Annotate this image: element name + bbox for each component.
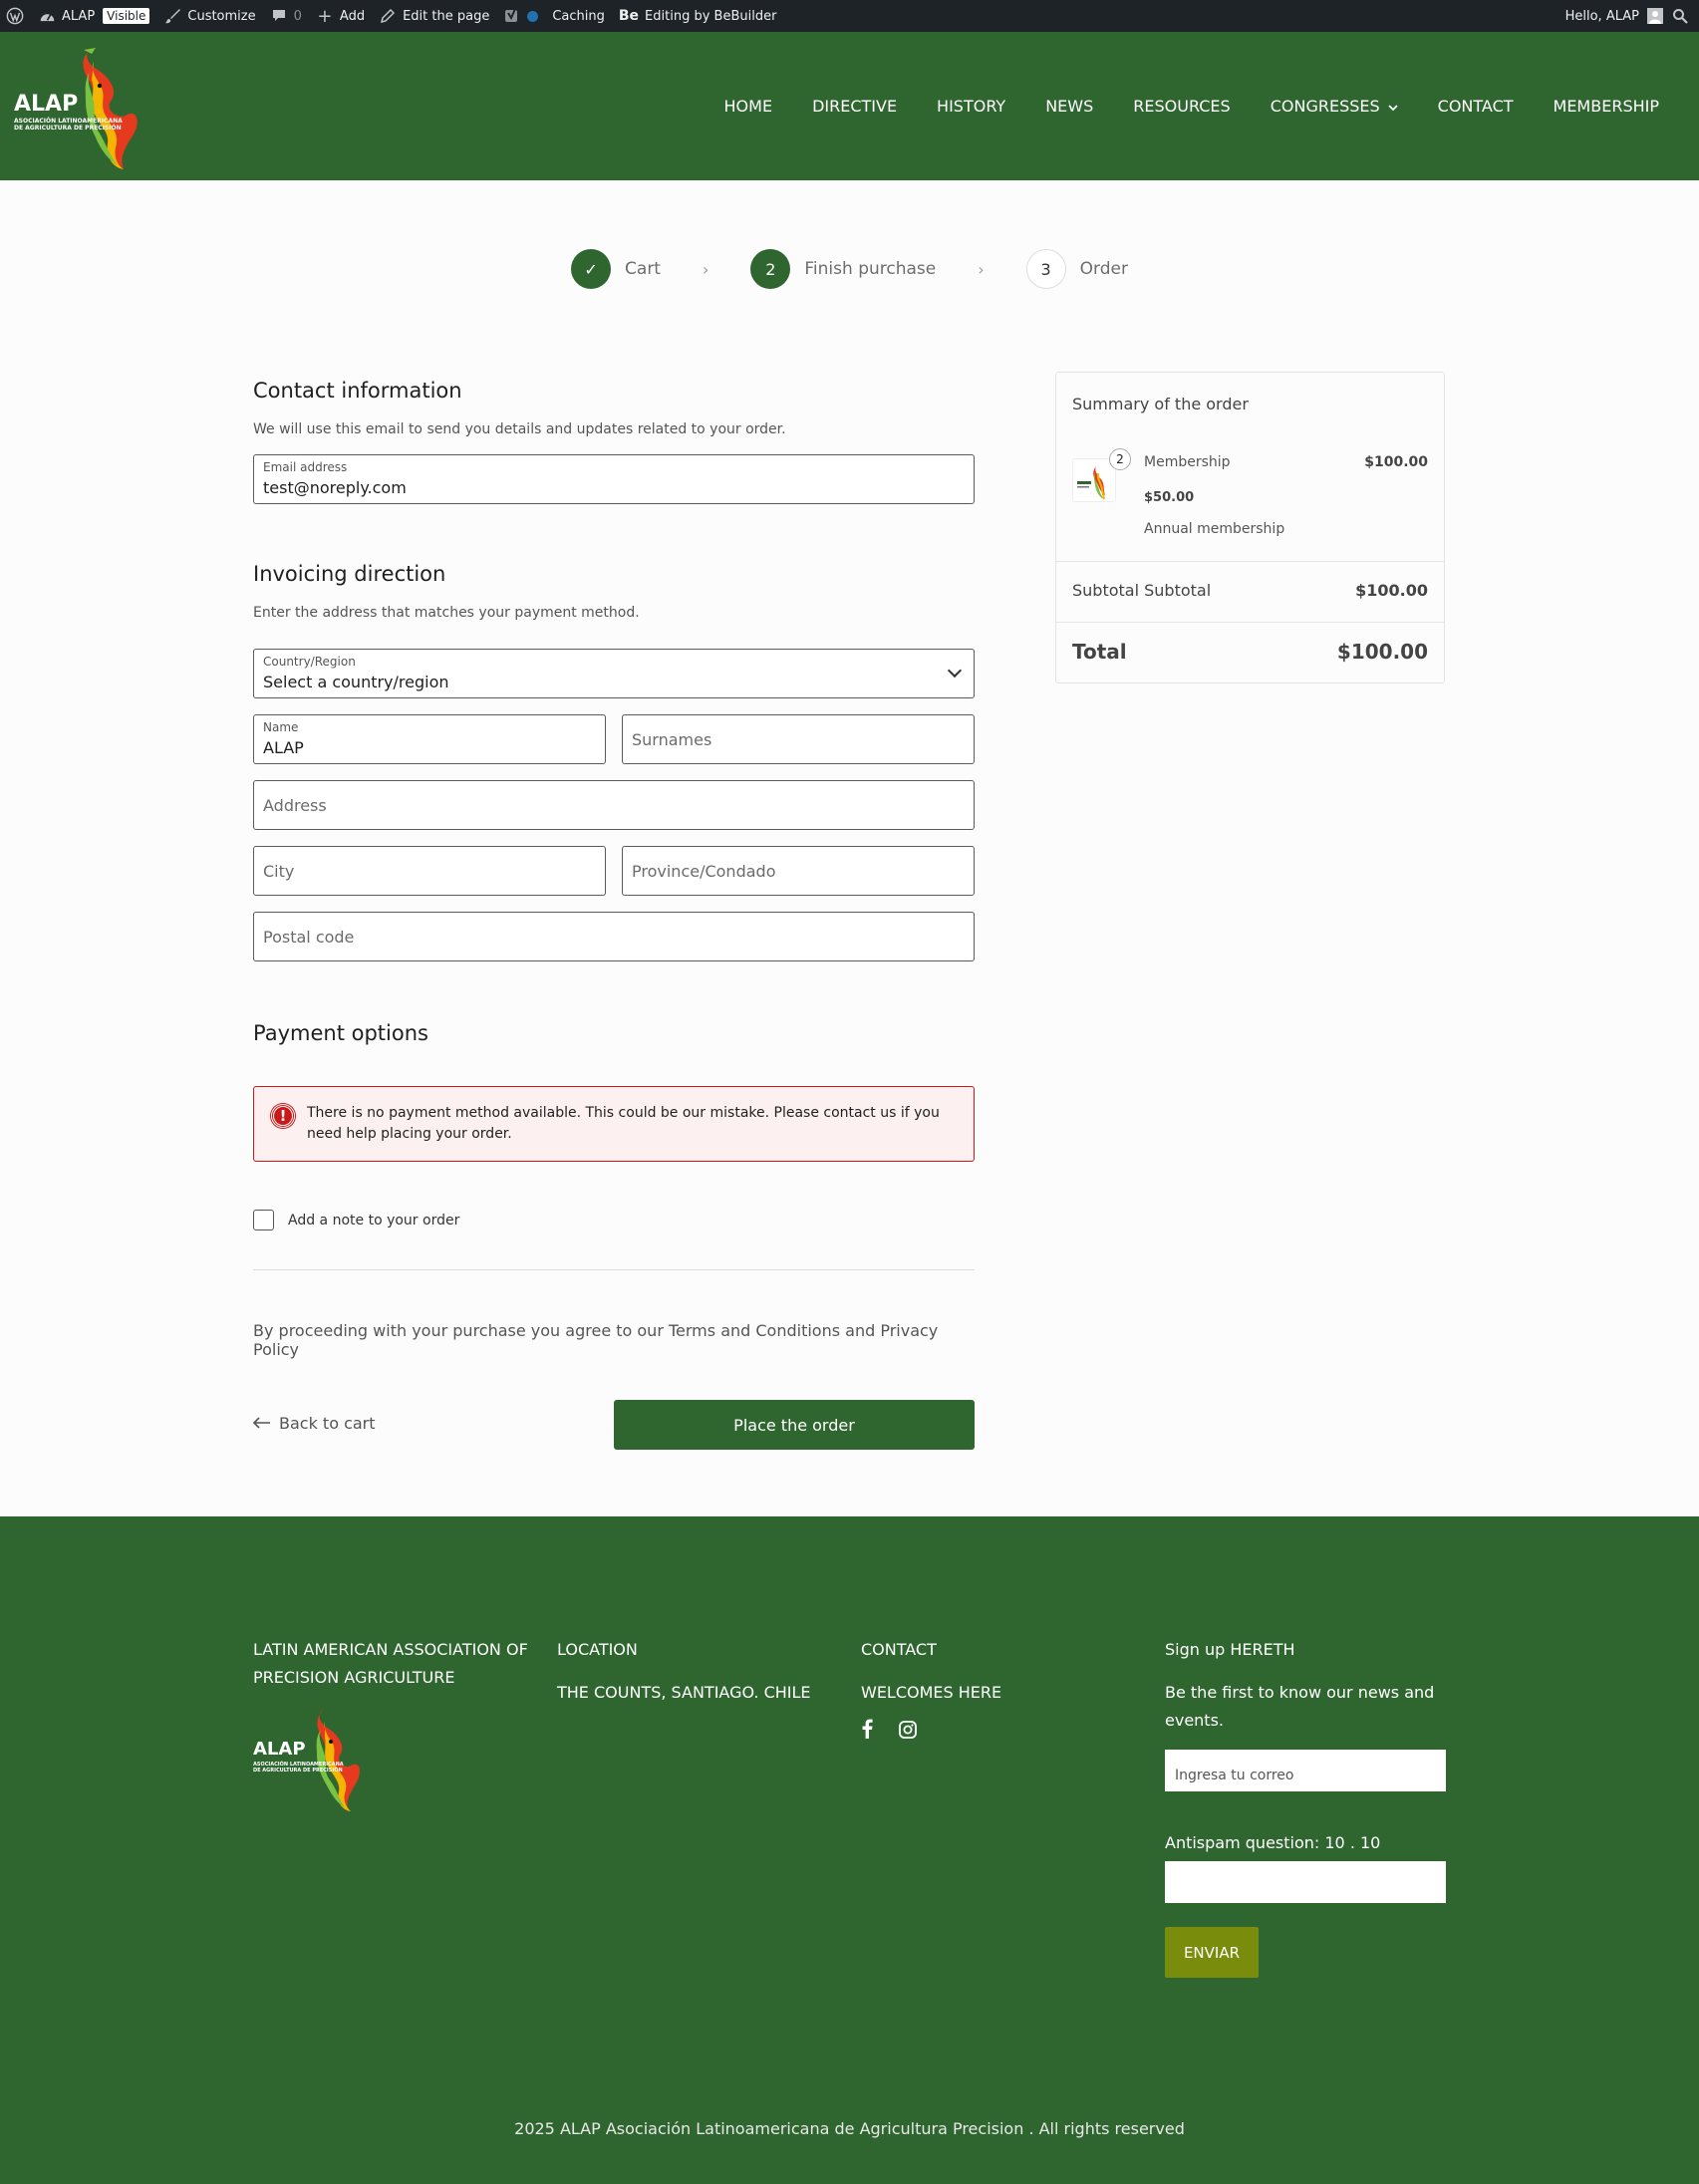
footer-about-title: LATIN AMERICAN ASSOCIATION OF PRECISION AGRICULTURE bbox=[253, 1640, 528, 1687]
footer-contact bbox=[861, 1636, 1140, 1748]
footer-signup bbox=[1165, 1636, 1446, 1978]
nav-congresses-label: CONGRESSES bbox=[1270, 97, 1380, 116]
step-separator: › bbox=[702, 259, 709, 279]
contact-title: Contact information bbox=[253, 379, 462, 403]
email-value: test@noreply.com bbox=[263, 478, 407, 497]
search-icon[interactable] bbox=[1671, 7, 1689, 25]
step-order-number: 3 bbox=[1026, 249, 1066, 289]
site-header bbox=[0, 32, 1699, 180]
total-label: Total bbox=[1072, 640, 1127, 664]
nav-history[interactable] bbox=[937, 97, 1005, 116]
footer-contact-text: WELCOMES HERE bbox=[861, 1683, 1002, 1702]
caching-label: Caching bbox=[552, 8, 605, 24]
address-field[interactable] bbox=[253, 780, 975, 830]
admin-bar bbox=[0, 0, 1699, 32]
bebuilder-label: Editing by BeBuilder bbox=[645, 8, 777, 24]
city-field[interactable] bbox=[253, 846, 606, 896]
logo-subtitle-1: ASOCIACIÓN LATINOAMERICANA bbox=[14, 118, 123, 125]
item-name: Membership bbox=[1144, 454, 1231, 470]
chevron-down-icon bbox=[948, 664, 962, 678]
comment-icon bbox=[270, 7, 288, 25]
footer-about bbox=[253, 1636, 532, 1815]
name-label: Name bbox=[263, 720, 299, 734]
bebuilder-link[interactable] bbox=[619, 8, 777, 24]
divider bbox=[1056, 622, 1444, 623]
brush-icon bbox=[163, 7, 181, 25]
newsletter-submit-button[interactable]: ENVIAR bbox=[1165, 1927, 1259, 1978]
item-quantity-badge: 2 bbox=[1109, 448, 1131, 470]
main-navigation bbox=[705, 32, 1699, 180]
nav-home-label: HOME bbox=[723, 97, 773, 116]
nav-resources[interactable] bbox=[1133, 97, 1230, 116]
invoicing-title: Invoicing direction bbox=[253, 562, 446, 586]
wordpress-icon bbox=[6, 7, 24, 25]
facebook-icon[interactable] bbox=[861, 1719, 873, 1748]
footer-logo-sub2: DE AGRICULTURA DE PRECISIÓN bbox=[253, 1768, 343, 1774]
payment-error-alert bbox=[253, 1086, 975, 1162]
yoast-icon bbox=[503, 7, 521, 25]
item-unit-price: $50.00 bbox=[1144, 490, 1195, 505]
avatar-icon[interactable] bbox=[1647, 8, 1663, 24]
nav-news-label: NEWS bbox=[1045, 97, 1094, 116]
plus-icon: + bbox=[317, 5, 333, 27]
add-note-label: Add a note to your order bbox=[288, 1212, 460, 1228]
footer-location-text: THE COUNTS, SANTIAGO. CHILE bbox=[557, 1683, 811, 1702]
back-to-cart-link[interactable] bbox=[253, 1414, 376, 1433]
country-label: Country/Region bbox=[263, 655, 356, 669]
customize-link[interactable] bbox=[163, 7, 255, 25]
edit-page-link[interactable] bbox=[379, 7, 489, 25]
address-placeholder: Address bbox=[263, 796, 327, 815]
step-order-label: Order bbox=[1079, 259, 1128, 279]
payment-error-text: There is no payment method available. This could be our mistake. Please contact us if you need help placing your order. bbox=[307, 1105, 940, 1142]
item-line-total: $100.00 bbox=[1364, 454, 1428, 470]
copyright: 2025 ALAP Asociación Latinoamericana de Agricultura Precision . All rights reserved bbox=[514, 2119, 1185, 2138]
step-finish-purchase bbox=[750, 249, 936, 289]
footer-location bbox=[557, 1636, 836, 1707]
logo-subtitle-2: DE AGRICULTURA DE PRECISIÓN bbox=[14, 125, 122, 132]
footer-signup-title: Sign up HERETH bbox=[1165, 1640, 1295, 1659]
subtotal-label: Subtotal Subtotal bbox=[1072, 581, 1212, 600]
total-value: $100.00 bbox=[1336, 640, 1428, 664]
newsletter-email-input[interactable]: Ingresa tu correo bbox=[1165, 1750, 1446, 1791]
nav-history-label: HISTORY bbox=[937, 97, 1006, 116]
customize-label: Customize bbox=[187, 8, 256, 24]
edit-page-label: Edit the page bbox=[403, 8, 490, 24]
site-name-menu[interactable] bbox=[38, 7, 95, 25]
name-field[interactable] bbox=[253, 714, 606, 764]
account-greeting[interactable]: Hello, ALAP bbox=[1564, 8, 1639, 24]
wordpress-menu[interactable] bbox=[6, 7, 24, 25]
step-cart-label: Cart bbox=[625, 259, 661, 279]
seo-menu[interactable] bbox=[503, 7, 538, 25]
add-new-link[interactable] bbox=[316, 7, 365, 25]
arrow-left-icon bbox=[253, 1414, 271, 1433]
footer-logo-text: ALAP bbox=[253, 1739, 306, 1760]
nav-contact[interactable] bbox=[1438, 97, 1514, 116]
back-to-cart-label: Back to cart bbox=[279, 1414, 376, 1433]
nav-resources-label: RESOURCES bbox=[1133, 97, 1231, 116]
site-logo[interactable] bbox=[14, 42, 173, 173]
site-footer bbox=[0, 1516, 1699, 2184]
check-icon: ✓ bbox=[571, 249, 611, 289]
terms-text: By proceeding with your purchase you agree to our Terms and Conditions and Privacy Policy bbox=[253, 1321, 939, 1359]
postal-code-placeholder: Postal code bbox=[263, 928, 355, 947]
note-checkbox-box[interactable] bbox=[253, 1210, 274, 1230]
nav-contact-label: CONTACT bbox=[1437, 97, 1514, 116]
province-placeholder: Province/Condado bbox=[632, 862, 776, 881]
chevron-down-icon bbox=[1388, 97, 1398, 116]
step-separator: › bbox=[978, 259, 985, 279]
add-label: Add bbox=[339, 8, 366, 24]
email-label: Email address bbox=[263, 460, 348, 474]
postal-code-field[interactable] bbox=[253, 912, 975, 961]
nav-directive[interactable] bbox=[812, 97, 897, 116]
site-name: ALAP bbox=[62, 8, 96, 24]
divider bbox=[1056, 561, 1444, 562]
footer-location-title: LOCATION bbox=[557, 1640, 638, 1659]
checkout-stepper bbox=[0, 249, 1699, 289]
city-placeholder: City bbox=[263, 862, 295, 881]
add-note-checkbox[interactable] bbox=[253, 1210, 975, 1230]
instagram-icon[interactable] bbox=[899, 1720, 917, 1748]
step-cart[interactable] bbox=[571, 249, 661, 289]
divider bbox=[253, 1269, 975, 1270]
place-order-button[interactable]: Place the order bbox=[614, 1400, 975, 1450]
name-value: ALAP bbox=[263, 738, 304, 757]
country-value: Select a country/region bbox=[263, 673, 449, 691]
comments-count: 0 bbox=[293, 8, 302, 24]
nav-membership[interactable] bbox=[1554, 97, 1659, 116]
footer-contact-title: CONTACT bbox=[861, 1640, 937, 1659]
item-description: Annual membership bbox=[1144, 521, 1285, 537]
nav-membership-label: MEMBERSHIP bbox=[1553, 97, 1659, 116]
nav-news[interactable] bbox=[1045, 97, 1093, 116]
caching-menu[interactable] bbox=[552, 9, 605, 24]
subtotal-value: $100.00 bbox=[1355, 581, 1428, 600]
antispam-answer-input[interactable] bbox=[1165, 1861, 1446, 1903]
comments-link[interactable] bbox=[270, 7, 302, 25]
country-select[interactable] bbox=[253, 649, 975, 698]
error-icon: ! bbox=[271, 1104, 295, 1128]
summary-title: Summary of the order bbox=[1072, 395, 1249, 413]
order-summary bbox=[1055, 372, 1445, 683]
footer-signup-text: Be the first to know our news and events. bbox=[1165, 1683, 1435, 1730]
status-dot-icon bbox=[527, 11, 538, 22]
logo-text: ALAP bbox=[14, 92, 79, 117]
contact-description: We will use this email to send you details and updates related to your order. bbox=[253, 421, 786, 437]
bebuilder-logo: Be bbox=[618, 8, 640, 24]
surnames-field[interactable] bbox=[622, 714, 975, 764]
pencil-icon bbox=[379, 7, 397, 25]
invoicing-description: Enter the address that matches your payment method. bbox=[253, 605, 640, 621]
visibility-badge[interactable]: Visible bbox=[103, 8, 149, 24]
surnames-placeholder: Surnames bbox=[632, 730, 712, 749]
product-thumbnail bbox=[1072, 458, 1116, 502]
step-finish-label: Finish purchase bbox=[804, 259, 937, 279]
email-field[interactable] bbox=[253, 454, 975, 504]
footer-logo[interactable] bbox=[253, 1706, 383, 1815]
nav-directive-label: DIRECTIVE bbox=[812, 97, 898, 116]
checkout-form bbox=[253, 379, 975, 1450]
step-order bbox=[1026, 249, 1128, 289]
step-finish-number: 2 bbox=[750, 249, 790, 289]
footer-logo-sub1: ASOCIACIÓN LATINOAMERICANA bbox=[253, 1762, 344, 1768]
dashboard-icon bbox=[38, 7, 56, 25]
antispam-question: Antispam question: 10 . 10 bbox=[1165, 1833, 1381, 1852]
payment-title: Payment options bbox=[253, 1021, 428, 1045]
province-field[interactable] bbox=[622, 846, 975, 896]
nav-home[interactable] bbox=[724, 97, 773, 116]
nav-congresses[interactable] bbox=[1271, 97, 1398, 116]
